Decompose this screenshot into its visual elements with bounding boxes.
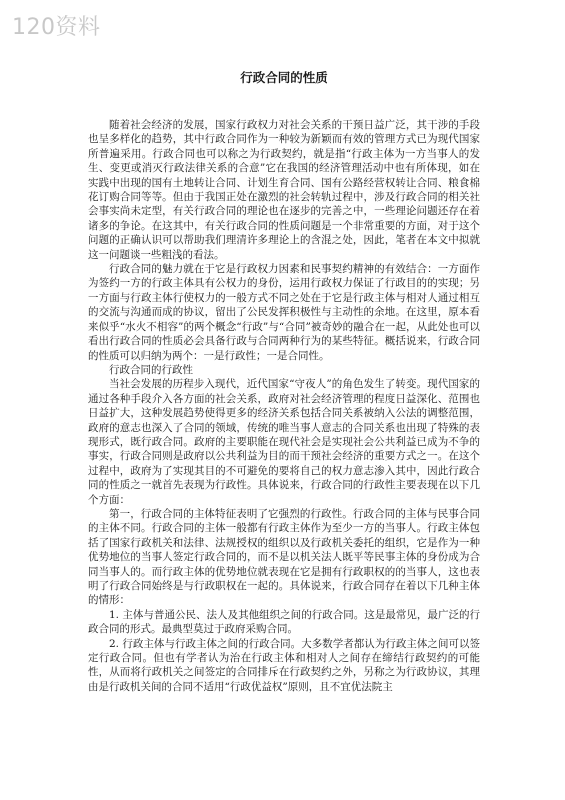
paragraph-modern-state: 当社会发展的历程步入现代，近代国家“守夜人”的角色发生了转变。现代国家的通过各种手段介入各方面的社会关系，政府对社会经济管理的程度日益深化、范围也日益扩大，这种发展趋势使得更多的经济关系包括合同关系被纳入公法的调整范围，政府的意志也深入了合同的领域，传统的唯当事人意志的合同关系也出现了特殊的表现形式，既行政合同。政府的主要职能在现代社会是实现社会公共利益已成为不争的事实，行政合同则是政府以公共利益为目的而干预社会经济的重要方式之一。在这个过程中，政府为了实现其目的不可避免的要将自己的权力意志渗入其中，因此行政合同的性质之一就首先表现为行政性。具体说来，行政合同的行政性主要表现在以下几个方面： xyxy=(88,378,480,506)
document-page xyxy=(88,68,480,694)
paragraph-subject-features: 第一，行政合同的主体特征表明了它强烈的行政性。行政合同的主体与民事合同的主体不同。行政合同的主体一般都有行政主体作为至少一方的当事人。行政主体包括了国家行政机关和法律、法规授权的组织以及行政机关委托的组织，它是作为一种优势地位的当事人签定行政合同的，而不是以机关法人既平等民事主体的身份成为合同当事人的。而行政主体的优势地位就表现在它是拥有行政职权的的当事人，这也表明了行政合同始终是与行政职权在一起的。具体说来，行政合同存在着以下几种主体的情形： xyxy=(88,507,480,607)
section-heading-administrative: 行政合同的行政性 xyxy=(109,363,193,376)
paragraph-nature: 行政合同的魅力就在于它是行政权力因素和民事契约精神的有效结合：一方面作为签约一方的行政主体具有公权力的身份，运用行政权力保证了行政目的的实现；另一方面与行政主体行使权力的一般方式不同之处在于它是行政主体与相对人通过相互的交流与沟通而成的协议，留出了公民发挥积极性与主动性的余地。在这里，原本看来似乎“水火不相容”的两个概念“行政”与“合同”被奇妙的融合在一起，从此处也可以看出行政合同的性质必会具备行政与合同两种行为的某些特征。概括说来，行政合同的性质可以归纳为两个：一是行政性；一是合同性。 xyxy=(88,263,480,362)
watermark: 120资料 xyxy=(12,15,101,40)
list-item-1: 1. 主体与普通公民、法人及其他组织之间的行政合同。这是最常见，最广泛的行政合同的形式。最典型莫过于政府采购合同。 xyxy=(88,608,480,636)
document-title: 行政合同的性质 xyxy=(240,70,328,85)
paragraph-intro: 随着社会经济的发展，国家行政权力对社会关系的干预日益广泛，其干涉的手段也呈多样化的趋势，其中行政合同作为一种较为新颖而有效的管理方式已为现代国家所普遍采用。行政合同也可以称之为行政契约，就是指“行政主体为一方当事人的发生、变更或消灭行政法律关系的合意”它在我国的经济管理活动中也有所体现，如在实践中出现的国有土地转让合同、计划生育合同、国有公路经营权转让合同、粮食棉花订购合同等等。但由于我国正处在激烈的社会转轨过程中，涉及行政合同的相关社会事实尚未定型，有关行政合同的理论也在逐步的完善之中，一些理论问题还存在着诸多的争论。在这其中，有关行政合同的性质问题是一个非常重要的方面，对于这个问题的正确认识可以帮助我们理清许多理论上的含混之处，因此，笔者在本文中拟就这一问题谈一些粗浅的看法。 xyxy=(88,119,480,261)
list-item-2: 2. 行政主体与行政主体之间的行政合同。大多数学者都认为行政主体之间可以签定行政合同。但也有学者认为治在行政主体和相对人之间存在缔结行政契约的可能性，从而将行政机关之间签定的合同排斥在行政契约之外，另称之为行政协议，其理由是行政机关间的合同不适用“行政优益权”原则，且不宜优法院主 xyxy=(88,637,480,693)
